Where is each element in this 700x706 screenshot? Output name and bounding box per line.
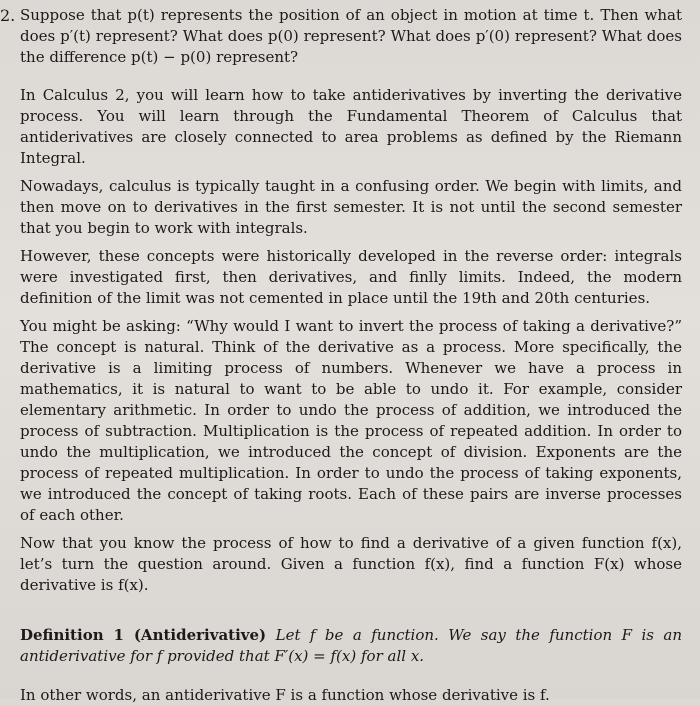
paragraph-question-around: Now that you know the process of how to find a derivative of a given function f(x), let’s turn the question around. Given a function f(x), find a function F(x) whose derivative is f(x). (20, 534, 682, 594)
paragraph-history: However, these concepts were historically developed in the reverse order: integrals were investigated first, then derivatives, and finlly limits. Indeed, the modern definition of the limit was not cemented in place until the 19th and 20th centuries. (20, 247, 682, 307)
question-text: Suppose that p(t) represents the position of an object in motion at time t. Then what does p′(t) represent? What does p(0) represent? What does p′(0) represent? What does the difference p(t) − p(0) represent? (20, 6, 682, 66)
definition-body: Let f be a function. We say the function F is an antiderivative for f provided that F′(x) = f(x) for all x. (20, 626, 682, 665)
paragraph-calculus-2: In Calculus 2, you will learn how to take antiderivatives by inverting the derivative process. You will learn through the Fundamental Theorem of Calculus that antiderivatives are closely connected to area problems as defined by the Riemann Integral. (20, 86, 682, 167)
paragraph-order: Nowadays, calculus is typically taught in a confusing order. We begin with limits, and then move on to derivatives in the first semester. It is not until the second semester that you begin to work with integrals. (20, 177, 682, 237)
definition-title: Definition 1 (Antiderivative) (20, 626, 267, 644)
paragraph-inverse-processes: You might be asking: “Why would I want to invert the process of taking a derivative?” The concept is natural. Think of the derivative as a process. More specifically, the derivative is a limiting process of numbers. Whenever we have a process in mathematics, it is natural to want to be able to undo it. For example, consider elementary arithmetic. In order to undo the process of addition, we introduced the process of subtraction. Multiplication is the process of repeated addition. In order to undo the multiplication, we introduced the concept of division. Exponents are the process of repeated multiplication. In order to undo the process of taking exponents, we introduced the concept of taking roots. Each of these pairs are inverse processes of each other. (20, 317, 682, 524)
definition-block (20, 625, 682, 667)
closing-paragraph: In other words, an antiderivative F is a function whose derivative is f. (20, 686, 550, 704)
question-item (0, 5, 682, 75)
section-spacer (20, 603, 682, 625)
question-number: 2. (0, 6, 16, 25)
